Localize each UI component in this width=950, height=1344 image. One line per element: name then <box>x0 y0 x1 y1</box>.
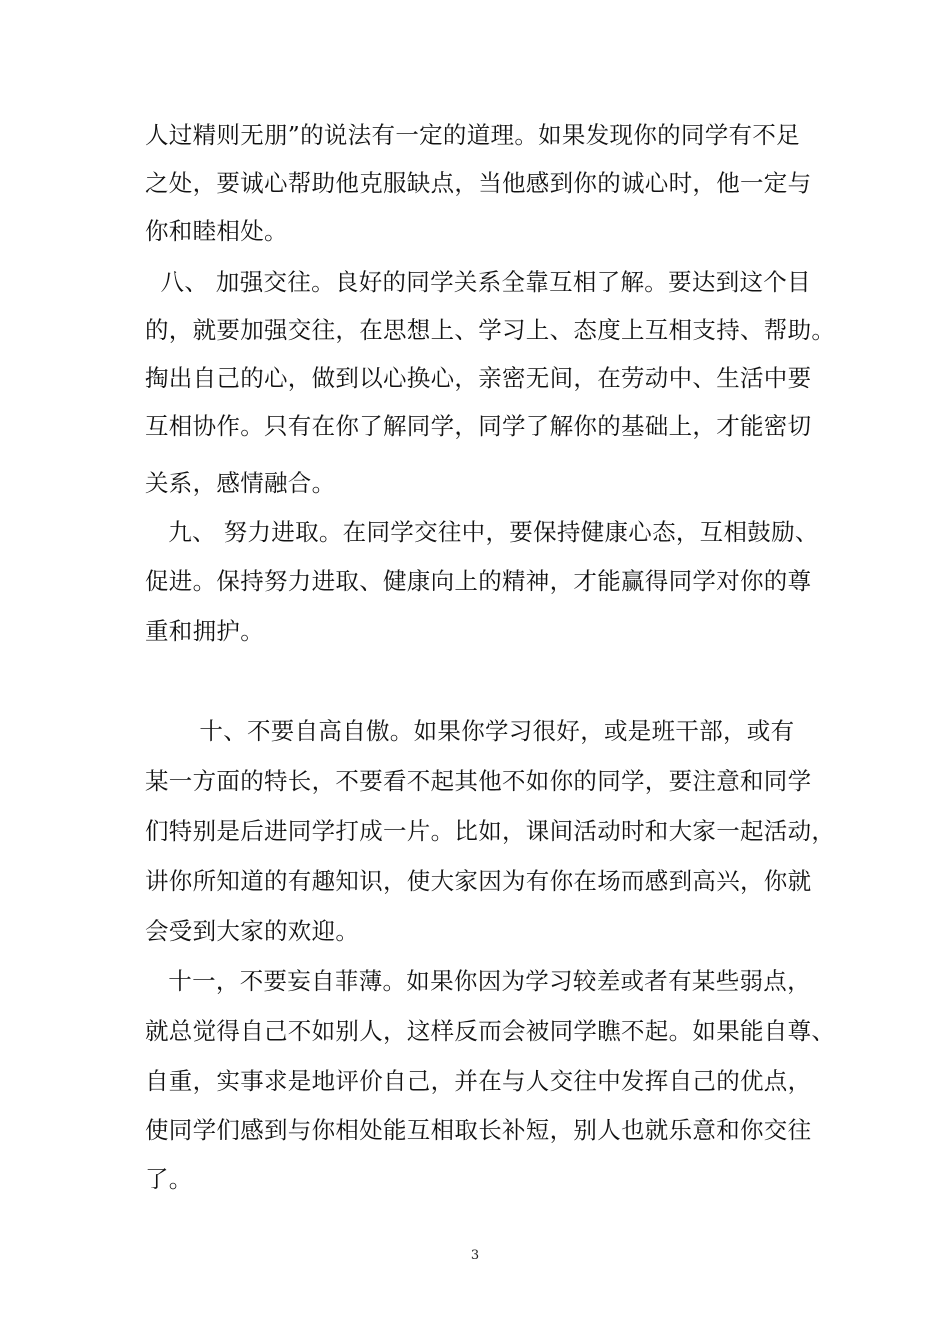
text-line: 重和拥护。 <box>145 617 264 645</box>
text-line: 你和睦相处。 <box>145 217 288 245</box>
text-line: 促进。保持努力进取、健康向上的精神，才能赢得同学对你的尊 <box>145 567 812 595</box>
text-line: 十、不要自高自傲。如果你学习很好，或是班干部，或有 <box>145 717 795 745</box>
text-line: 九、 努力进取。在同学交往中，要保持健康心态，互相鼓励、 <box>145 518 819 546</box>
text-line: 互相协作。只有在你了解同学，同学了解你的基础上，才能密切 <box>145 412 812 440</box>
text-line: 八、 加强交往。良好的同学关系全靠互相了解。要达到这个目 <box>145 268 811 296</box>
page-number: 3 <box>470 1248 480 1263</box>
text-line: 关系，感情融合。 <box>145 469 336 497</box>
text-line: 某一方面的特长，不要看不起其他不如你的同学，要注意和同学 <box>145 767 812 795</box>
text-line: 了。 <box>145 1165 193 1193</box>
text-line: 人过精则无朋”的说法有一定的道理。如果发现你的同学有不足 <box>145 121 800 149</box>
text-line: 使同学们感到与你相处能互相取长补短，别人也就乐意和你交往 <box>145 1116 812 1144</box>
text-line: 自重，实事求是地评价自己，并在与人交往中发挥自己的优点， <box>145 1067 812 1095</box>
text-line: 十一，不要妄自菲薄。如果你因为学习较差或者有某些弱点， <box>145 967 811 995</box>
text-line: 会受到大家的欢迎。 <box>145 917 360 945</box>
text-line: 讲你所知道的有趣知识，使大家因为有你在场而感到高兴，你就 <box>145 867 812 895</box>
text-line: 之处，要诚心帮助他克服缺点，当他感到你的诚心时，他一定与 <box>145 169 812 197</box>
text-line: 的，就要加强交往，在思想上、学习上、态度上互相支持、帮助。 <box>145 316 836 344</box>
text-line: 掏出自己的心，做到以心换心，亲密无间，在劳动中、生活中要 <box>145 364 812 392</box>
text-line: 们特别是后进同学打成一片。比如，课间活动时和大家一起活动， <box>145 817 836 845</box>
text-line: 就总觉得自己不如别人，这样反而会被同学瞧不起。如果能自尊、 <box>145 1017 836 1045</box>
